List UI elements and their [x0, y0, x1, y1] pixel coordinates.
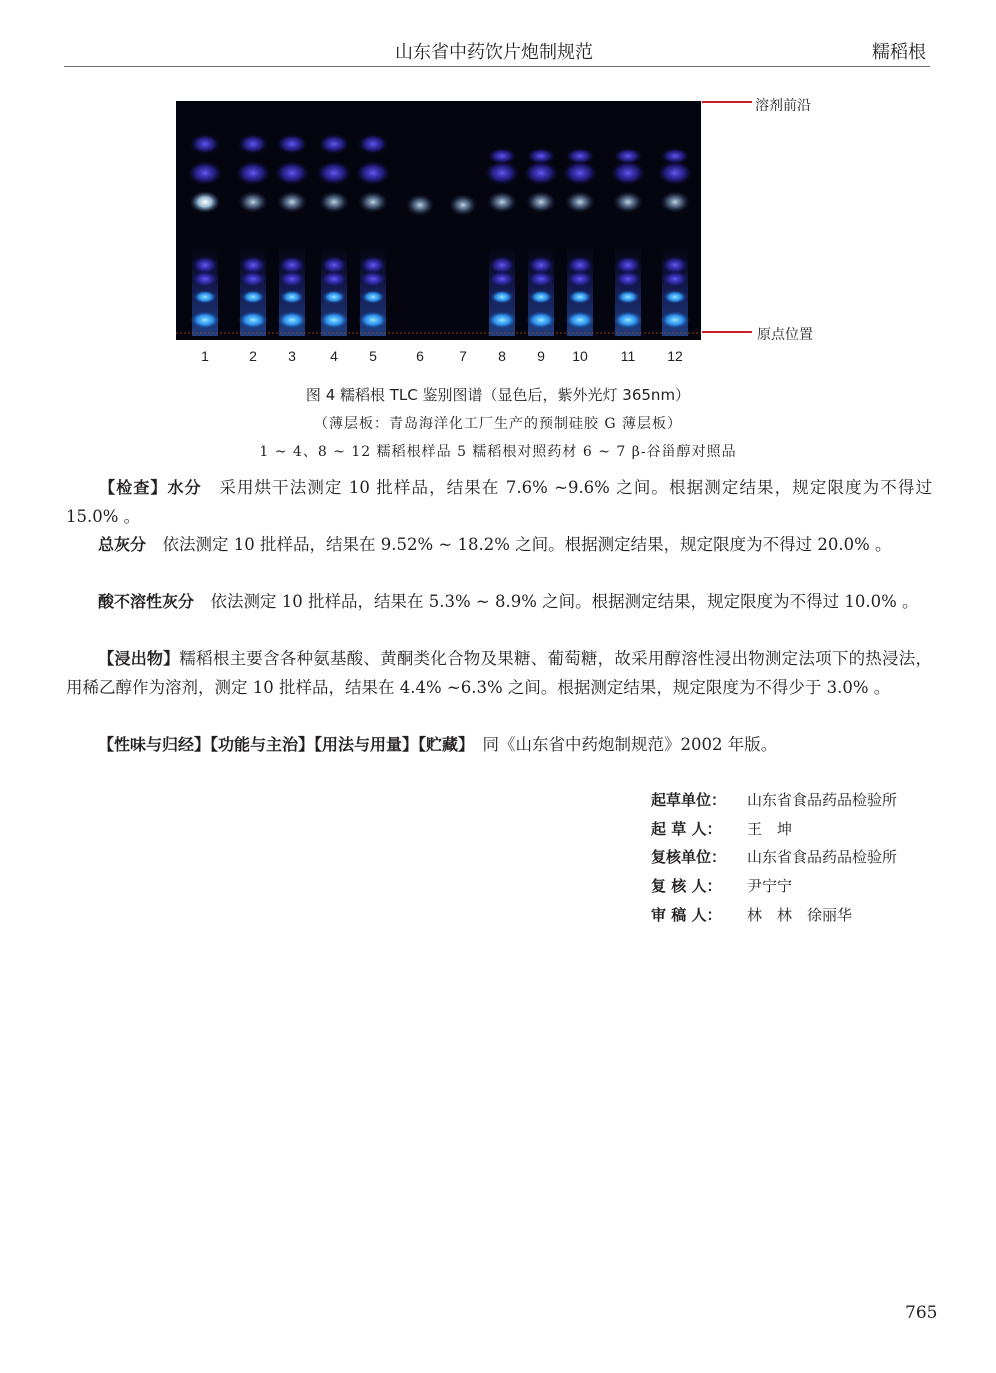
- other-items-heading: 【性味与归经】【功能与主治】【用法与用量】【贮藏】: [98, 735, 467, 754]
- band-blue-mid: [563, 161, 597, 185]
- band-blue-mid: [658, 161, 692, 185]
- band-cyan: [663, 290, 687, 304]
- band-white: [190, 191, 220, 213]
- signature-line: [651, 875, 792, 896]
- acid-insoluble-ash-text: 依法测定 10 批样品，结果在 5.3% ~ 8.9% 之间。根据测定结果，规定限度为不得过 10.0% 。: [210, 592, 919, 611]
- signature-name: 林 林 徐丽华: [747, 906, 853, 924]
- lane-number: 6: [416, 348, 424, 364]
- band-white: [358, 191, 388, 213]
- band-blue-mid: [317, 161, 351, 185]
- band-blue-mid: [188, 161, 222, 185]
- band-white: [565, 191, 595, 213]
- running-header-book-title: 山东省中药饮片炮制规范: [395, 42, 593, 63]
- signature-line: [651, 818, 792, 839]
- signature-name: 尹宁宁: [747, 877, 793, 895]
- origin-marker: [702, 331, 752, 333]
- band-blue-mid: [236, 161, 270, 185]
- signature-line: [651, 789, 897, 810]
- band-cyan: [193, 290, 217, 304]
- band-blue-top: [319, 134, 349, 154]
- acid-insoluble-ash-paragraph: [66, 588, 932, 617]
- lane-number: 3: [288, 348, 296, 364]
- band-white: [526, 191, 556, 213]
- band-cyan: [241, 290, 265, 304]
- band-blue-mid: [524, 161, 558, 185]
- band-blue-mid: [611, 161, 645, 185]
- band-cyan: [616, 290, 640, 304]
- band-blue-low: [321, 271, 347, 287]
- signature-role: 复 核 人：: [651, 877, 722, 895]
- band-blue-top: [358, 134, 388, 154]
- band-blue-mid: [485, 161, 519, 185]
- band-white: [487, 191, 517, 213]
- extractives-heading: 【浸出物】: [98, 649, 180, 668]
- moisture-text: 采用烘干法测定 10 批样品，结果在 7.6% ~9.6% 之间。根据测定结果，规定限度为不得过 15.0% 。: [66, 478, 932, 526]
- signature-role: 起草单位：: [651, 791, 727, 809]
- band-white: [238, 191, 268, 213]
- band-origin: [190, 311, 220, 329]
- moisture-paragraph: [66, 474, 932, 531]
- lane-number: 2: [249, 348, 257, 364]
- band-blue-low: [192, 271, 218, 287]
- lane-number: 7: [459, 348, 467, 364]
- band-cyan: [322, 290, 346, 304]
- running-header-drug-name: 糯稻根: [872, 42, 926, 63]
- signature-role: 复核单位：: [651, 848, 727, 866]
- lane-number: 12: [667, 348, 683, 364]
- moisture-heading: 【检查】水分: [98, 478, 202, 497]
- solvent-front-marker: [702, 101, 752, 103]
- band-blue-low: [240, 271, 266, 287]
- band-blue-top: [277, 134, 307, 154]
- figure-caption-legend: 1 ~ 4、8 ~ 12 糯稻根样品 5 糯稻根对照药材 6 ~ 7 β-谷甾醇对照品: [259, 444, 737, 460]
- band-cyan: [280, 290, 304, 304]
- total-ash-paragraph: [66, 531, 932, 560]
- other-items-text: 同《山东省中药炮制规范》2002 年版。: [482, 735, 778, 754]
- band-origin: [526, 311, 556, 329]
- band-cyan: [529, 290, 553, 304]
- lane-number: 4: [330, 348, 338, 364]
- band-blue-low: [360, 271, 386, 287]
- acid-insoluble-ash-heading: 酸不溶性灰分: [98, 592, 195, 611]
- band-white: [277, 191, 307, 213]
- band-origin: [238, 311, 268, 329]
- figure-caption-title: 图 4 糯稻根 TLC 鉴别图谱（显色后，紫外光灯 365nm）: [305, 386, 691, 404]
- signature-name: 山东省食品药品检验所: [747, 791, 898, 809]
- header-rule: [64, 66, 930, 67]
- band-blue-top: [190, 134, 220, 154]
- band-blue-low: [615, 271, 641, 287]
- signature-name: 王 坤: [747, 820, 793, 838]
- band-cyan: [361, 290, 385, 304]
- extractives-paragraph: [66, 645, 932, 702]
- band-blue-mid: [356, 161, 390, 185]
- solvent-front-label: 溶剂前沿: [755, 98, 811, 114]
- band-blue-low: [489, 271, 515, 287]
- band-blue-top: [238, 134, 268, 154]
- origin-label: 原点位置: [757, 327, 813, 343]
- band-blue-mid: [275, 161, 309, 185]
- signature-line: [651, 846, 897, 867]
- reference-spot: [406, 194, 434, 216]
- total-ash-heading: 总灰分: [98, 535, 147, 554]
- band-cyan: [568, 290, 592, 304]
- signature-line: [651, 904, 852, 925]
- band-blue-low: [279, 271, 305, 287]
- extractives-text: 糯稻根主要含各种氨基酸、黄酮类化合物及果糖、葡萄糖，故采用醇溶性浸出物测定法项下的热浸法，用稀乙醇作为溶剂，测定 10 批样品，结果在 4.4% ~6.3% 之间。根据测定结果，规定限度为不得少于 3.0% 。: [66, 649, 932, 697]
- signature-name: 山东省食品药品检验所: [747, 848, 898, 866]
- band-blue-low: [567, 271, 593, 287]
- signature-role: 审 稿 人：: [651, 906, 722, 924]
- band-origin: [660, 311, 690, 329]
- page-number: 765: [905, 1303, 938, 1323]
- band-blue-low: [528, 271, 554, 287]
- band-white: [613, 191, 643, 213]
- signature-role: 起 草 人：: [651, 820, 722, 838]
- lane-number: 5: [369, 348, 377, 364]
- band-white: [319, 191, 349, 213]
- figure-caption-plate: （薄层板：青岛海洋化工厂生产的预制硅胶 G 薄层板）: [313, 416, 683, 432]
- reference-spot: [449, 194, 477, 216]
- band-cyan: [490, 290, 514, 304]
- tlc-plate-image: [176, 101, 701, 340]
- lane-number: 8: [498, 348, 506, 364]
- tlc-plate-svg: [176, 101, 701, 340]
- lane-number: 11: [620, 348, 636, 364]
- total-ash-text: 依法测定 10 批样品，结果在 9.52% ~ 18.2% 之间。根据测定结果，规定限度为不得过 20.0% 。: [162, 535, 892, 554]
- band-origin: [358, 311, 388, 329]
- other-items-paragraph: [66, 731, 932, 760]
- lane-number: 10: [572, 348, 588, 364]
- band-origin: [277, 311, 307, 329]
- band-white: [660, 191, 690, 213]
- band-origin: [565, 311, 595, 329]
- band-origin: [319, 311, 349, 329]
- band-blue-low: [662, 271, 688, 287]
- lane-number: 1: [201, 348, 209, 364]
- band-origin: [487, 311, 517, 329]
- band-origin: [613, 311, 643, 329]
- lane-number: 9: [537, 348, 545, 364]
